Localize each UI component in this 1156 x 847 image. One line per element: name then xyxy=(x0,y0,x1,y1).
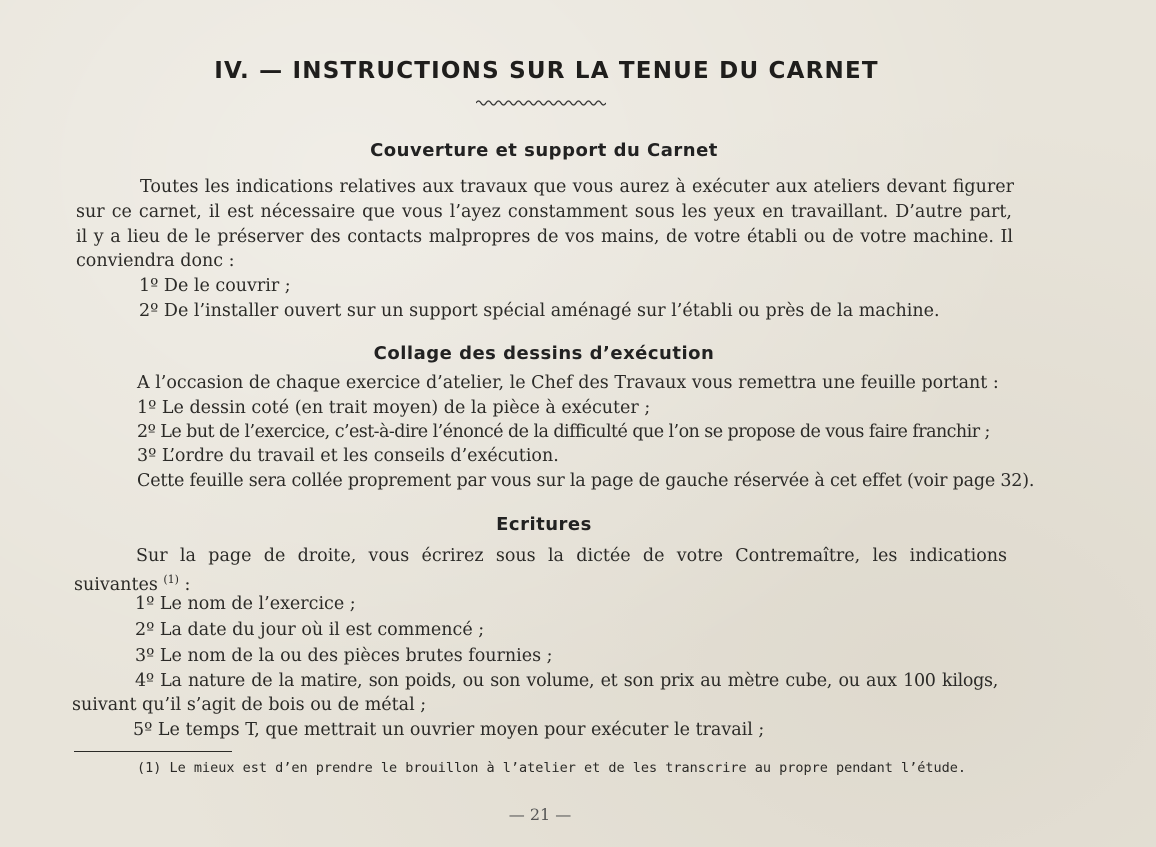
list-item: 4º La nature de la matire, son poids, ou son volume, et son prix au mètre cube, ou aux 100 kilogs, xyxy=(135,671,998,691)
paragraph-line: il y a lieu de le préserver des contacts malpropres de vos mains, de votre établi ou de votre machine. Il xyxy=(76,227,1013,247)
paragraph-text: suivantes xyxy=(74,574,158,595)
paragraph-line: Toutes les indications relatives aux travaux que vous aurez à exécuter aux ateliers devant figurer xyxy=(140,177,1014,197)
footnote-reference: (1) xyxy=(163,573,179,586)
list-item: 5º Le temps T, que mettrait un ouvrier moyen pour exécuter le travail ; xyxy=(133,720,765,740)
wavy-ornament xyxy=(476,98,606,108)
paragraph-line: A l’occasion de chaque exercice d’atelier, le Chef des Travaux vous remettra une feuille portant : xyxy=(137,373,999,393)
section-heading-collage: Collage des dessins d’exécution xyxy=(373,343,715,364)
list-item: 1º Le nom de l’exercice ; xyxy=(135,594,356,614)
list-item: 2º Le but de l’exercice, c’est-à-dire l’énoncé de la difficulté que l’on se propose de vous faire franchir ; xyxy=(137,422,990,442)
section-heading-couverture: Couverture et support du Carnet xyxy=(370,140,718,161)
list-item: 1º Le dessin coté (en trait moyen) de la pièce à exécuter ; xyxy=(137,398,651,418)
footnote-text: (1) Le mieux est d’en prendre le brouillon à l’atelier et de les transcrire au propre pendant l’étude. xyxy=(137,760,967,776)
list-item: 2º De l’installer ouvert sur un support spécial aménagé sur l’établi ou près de la machine. xyxy=(139,301,940,321)
paragraph-line xyxy=(74,569,190,596)
list-item: 3º L’ordre du travail et les conseils d’exécution. xyxy=(137,446,559,466)
list-item: 3º Le nom de la ou des pièces brutes fournies ; xyxy=(135,646,553,666)
paragraph-line: Cette feuille sera collée proprement par vous sur la page de gauche réservée à cet effet (voir page 32). xyxy=(137,471,1035,491)
page-title: IV. — INSTRUCTIONS SUR LA TENUE DU CARNET xyxy=(214,58,879,84)
list-item: 2º La date du jour où il est commencé ; xyxy=(135,620,485,640)
paragraph-text: : xyxy=(178,574,191,595)
section-heading-ecritures: Ecritures xyxy=(496,514,592,535)
paragraph-line: sur ce carnet, il est nécessaire que vous l’ayez constamment sous les yeux en travaillant. D’autre part, xyxy=(76,202,1012,222)
page-number: — 21 — xyxy=(508,805,572,824)
footnote-divider xyxy=(74,751,232,752)
paragraph-line: conviendra donc : xyxy=(76,251,235,271)
list-item: 1º De le couvrir ; xyxy=(139,276,291,296)
paragraph-line: suivant qu’il s’agit de bois ou de métal ; xyxy=(72,695,427,715)
paragraph-line: Sur la page de droite, vous écrirez sous la dictée de votre Contremaître, les indications xyxy=(136,546,1007,566)
